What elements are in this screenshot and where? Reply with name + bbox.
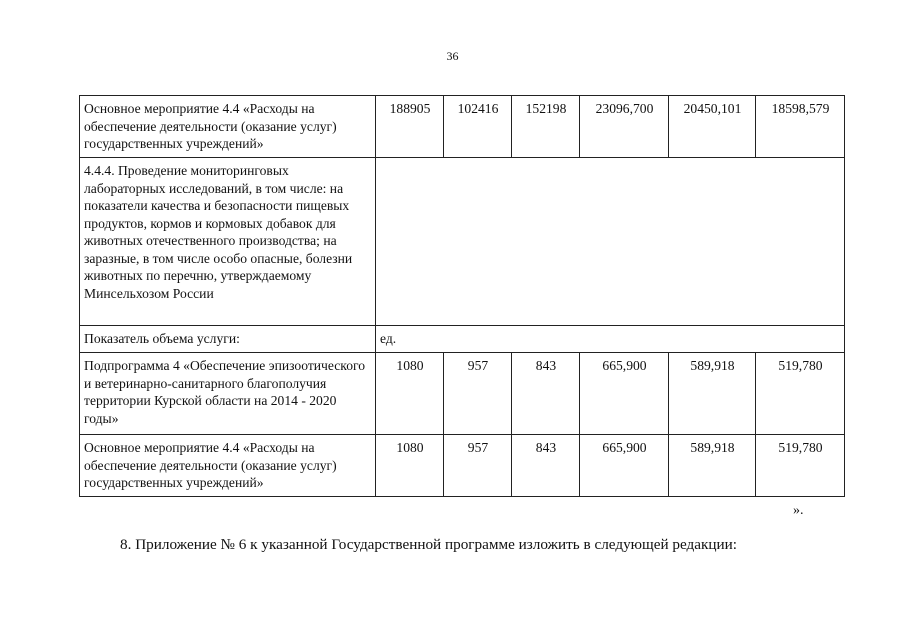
table-cell: 20450,101 bbox=[669, 96, 756, 158]
unit-cell: ед. bbox=[376, 326, 845, 353]
table-cell: 102416 bbox=[444, 96, 512, 158]
table-cell: 665,900 bbox=[580, 353, 669, 435]
table-cell: 665,900 bbox=[580, 435, 669, 497]
page-number: 36 bbox=[446, 49, 459, 63]
row-label: Основное мероприятие 4.4 «Расходы на обеспечение деятельности (оказание услуг) государственных учреждений» bbox=[80, 435, 376, 497]
instruction-paragraph: 8. Приложение № 6 к указанной Государственной программе изложить в следующей редакции: bbox=[120, 536, 737, 553]
table-cell: 589,918 bbox=[669, 353, 756, 435]
table-cell: 957 bbox=[444, 353, 512, 435]
table-cell: 957 bbox=[444, 435, 512, 497]
table-cell: 589,918 bbox=[669, 435, 756, 497]
table-cell: 1080 bbox=[376, 353, 444, 435]
table-cell: 18598,579 bbox=[756, 96, 845, 158]
row-label: Основное мероприятие 4.4 «Расходы на обеспечение деятельности (оказание услуг) государственных учреждений» bbox=[80, 96, 376, 158]
table-cell: 1080 bbox=[376, 435, 444, 497]
table-row bbox=[80, 435, 845, 497]
row-label: Подпрограмма 4 «Обеспечение эпизоотического и ветеринарно-санитарного благополучия территории Курской области на 2014 - 2020 годы» bbox=[80, 353, 376, 435]
table-row bbox=[80, 326, 845, 353]
table-cell: 843 bbox=[512, 435, 580, 497]
empty-cell bbox=[376, 158, 845, 326]
table-cell: 152198 bbox=[512, 96, 580, 158]
table-row bbox=[80, 353, 845, 435]
data-table bbox=[79, 95, 845, 497]
table-cell: 519,780 bbox=[756, 353, 845, 435]
table-row bbox=[80, 158, 845, 326]
table-cell: 188905 bbox=[376, 96, 444, 158]
table-cell: 519,780 bbox=[756, 435, 845, 497]
closing-quote: ». bbox=[793, 503, 804, 518]
table-row bbox=[80, 96, 845, 158]
table-cell: 843 bbox=[512, 353, 580, 435]
table-cell: 23096,700 bbox=[580, 96, 669, 158]
row-label: 4.4.4. Проведение мониторинговых лабораторных исследований, в том числе: на показатели качества и безопасности пищевых продуктов, кормов и кормовых добавок для животных отечественного производства; на заразные, в том числе особо опасные, болезни животных по перечню, утверждаемому Минсельхозом России bbox=[80, 158, 376, 326]
row-label: Показатель объема услуги: bbox=[80, 326, 376, 353]
